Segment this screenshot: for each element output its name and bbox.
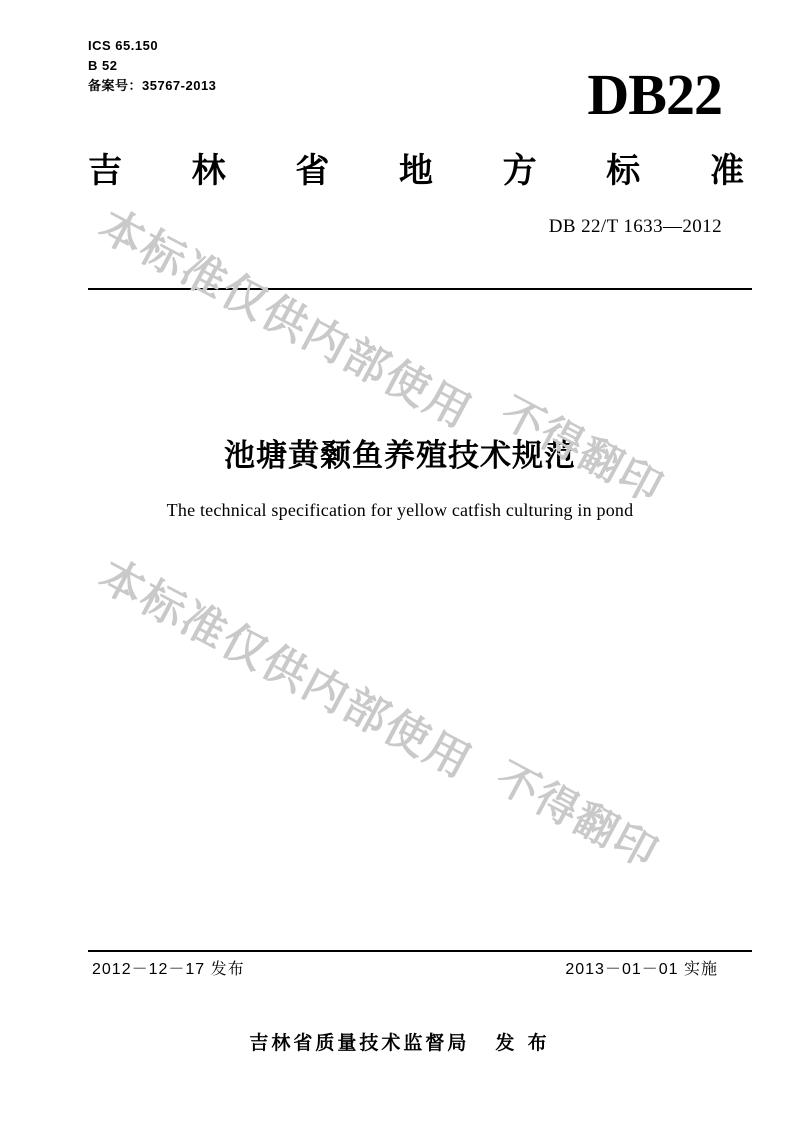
effective-date: 2013－01－01 实施 xyxy=(565,961,718,978)
standard-kind-char-2: 省 xyxy=(295,152,330,190)
standard-kind-title xyxy=(88,150,744,192)
standard-kind-char-1: 林 xyxy=(191,152,226,190)
document-title-chinese: 池塘黄颡鱼养殖技术规范 xyxy=(224,438,576,473)
publish-verb: 发 布 xyxy=(495,1033,551,1054)
header-divider xyxy=(88,288,752,290)
issue-date: 2012－12－17 发布 xyxy=(92,961,245,978)
standard-kind-char-4: 方 xyxy=(502,152,537,190)
standard-kind-char-3: 地 xyxy=(398,152,433,190)
category-code: B 52 xyxy=(88,58,118,73)
watermark-text: 本标准仅供内部使用 xyxy=(91,200,480,439)
footer-divider xyxy=(88,950,752,952)
standard-kind-char-6: 准 xyxy=(709,152,744,190)
standard-kind-char-5: 标 xyxy=(606,152,641,190)
db22-logo: DB22 xyxy=(587,62,722,127)
document-title-english: The technical specification for yellow catfish culturing in pond xyxy=(166,500,634,520)
publisher-line xyxy=(0,1028,800,1055)
header-metadata xyxy=(88,36,216,96)
standard-kind-char-0: 吉 xyxy=(88,152,122,190)
watermark-text: 本标准仅供内部使用 xyxy=(91,550,480,789)
watermark-text: 不得翻印 xyxy=(488,752,667,878)
publisher-name: 吉林省质量技术监督局 xyxy=(249,1033,470,1054)
standard-number: DB 22/T 1633—2012 xyxy=(548,216,722,237)
watermark-text: 不得翻印 xyxy=(493,387,672,513)
record-number: 备案号：35767-2013 xyxy=(88,78,217,93)
ics-code: ICS 65.150 xyxy=(88,38,159,53)
